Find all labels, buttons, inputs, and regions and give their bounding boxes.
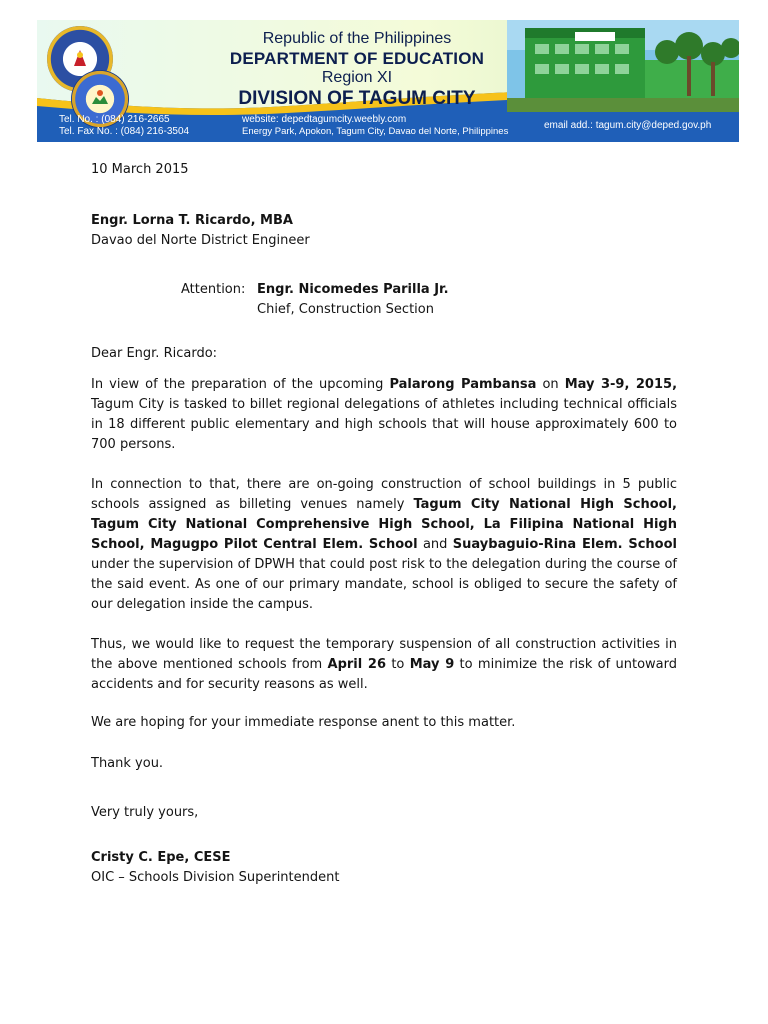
p3-text-e: to minimize the risk of untoward accidents and for security reasons as well. [91, 657, 678, 692]
p1-event-name: Palarong Pambansa [389, 377, 537, 392]
telephone-numbers [59, 114, 189, 138]
thank-you: Thank you. [91, 756, 164, 771]
paragraph-palaro [91, 375, 677, 455]
p3-text-a: Thus, we would like to request the temporary suspension of all construction activities in the above mentioned schools from [91, 637, 677, 672]
p2-school-last: Suaybaguio-Rina Elem. School [452, 537, 677, 552]
p1-text-c: on [536, 377, 565, 392]
p1-event-date: May 3-9, 2015, [564, 377, 678, 392]
p3-start-date: April 26 [327, 657, 387, 672]
complimentary-close: Very truly yours, [91, 805, 199, 820]
tel-number: Tel. No. : (084) 216-2665 [59, 114, 170, 125]
signatory-block [91, 848, 339, 888]
letterhead-title [192, 28, 522, 108]
p2-text-a: In connection to that, there are on-going construction of school buildings in 5 public schools assigned as billeting venues namely [91, 477, 677, 512]
attention-block [181, 280, 449, 320]
email-address[interactable]: email add.: tagum.city@deped.gov.ph [544, 120, 712, 131]
division-text: DIVISION OF TAGUM CITY [238, 88, 476, 109]
signatory-name: Cristy C. Epe, CESE [91, 850, 231, 865]
addressee-block [91, 211, 310, 251]
department-text: DEPARTMENT OF EDUCATION [229, 49, 485, 68]
salutation: Dear Engr. Ricardo: [91, 346, 218, 361]
attention-title: Chief, Construction Section [257, 302, 434, 317]
p3-end-date: May 9 [409, 657, 455, 672]
attention-label: Attention: [181, 282, 246, 297]
p2-school-list: Tagum City National High School, Tagum City National Comprehensive High School, La Filipina National High School, Magugpo Pilot Central Elem. School [91, 497, 677, 552]
addressee-title: Davao del Norte District Engineer [91, 233, 310, 248]
letterhead [37, 20, 739, 142]
website-link[interactable]: website: depedtagumcity.weebly.com [242, 114, 407, 125]
p1-text-a: In view of the preparation of the upcoming [91, 377, 390, 392]
division-office-building-photo [507, 20, 739, 112]
region-text: Region XI [321, 69, 393, 86]
website-and-address [242, 114, 508, 138]
p2-text-c: and [417, 537, 453, 552]
p3-text-c: to [386, 657, 410, 672]
attention-name: Engr. Nicomedes Parilla Jr. [257, 282, 449, 297]
paragraph-request [91, 635, 677, 695]
telfax-number: Tel. Fax No. : (084) 216-3504 [59, 126, 190, 137]
p1-text-e: Tagum City is tasked to billet regional delegations of athletes including technical officials in 18 different public elementary and high schools that will house approximately 600 to 700 persons. [91, 397, 677, 452]
paragraph-construction [91, 475, 677, 615]
republic-text: Republic of the Philippines [262, 30, 452, 47]
paragraph-response: We are hoping for your immediate response anent to this matter. [91, 715, 516, 730]
addressee-name: Engr. Lorna T. Ricardo, MBA [91, 213, 293, 228]
letter-date: 10 March 2015 [91, 162, 189, 177]
p2-text-e: under the supervision of DPWH that could post risk to the delegation during the course of the said event. As one of our primary mandate, school is obliged to secure the safety of our delegation inside the campus. [91, 557, 677, 612]
signatory-title: OIC – Schools Division Superintendent [91, 870, 340, 885]
office-address: Energy Park, Apokon, Tagum City, Davao del Norte, Philippines [242, 126, 509, 137]
